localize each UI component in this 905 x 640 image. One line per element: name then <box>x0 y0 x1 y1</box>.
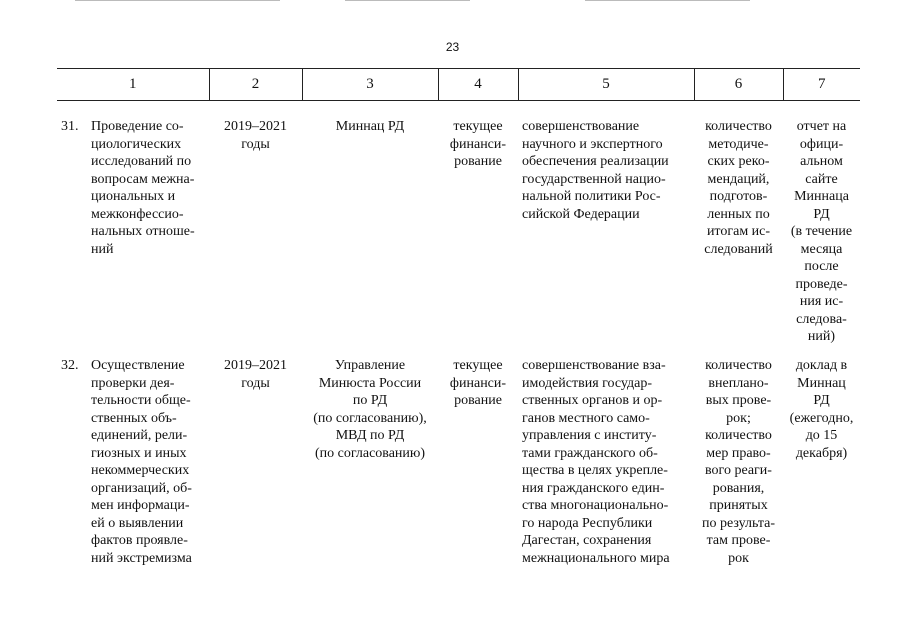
page-number: 23 <box>445 40 460 54</box>
indicator-cell: количество внеплано- вых прове- рок; количество мер право- вого реаги- рования, принятых по результа- там прове- рок <box>701 358 775 566</box>
event-cell <box>57 118 209 357</box>
column-number-row <box>57 69 860 101</box>
event-cell <box>57 357 209 567</box>
plan-table <box>57 68 860 567</box>
column-header-5: 5 <box>518 69 694 101</box>
event-name: Осуществление проверки дея- тельности обще- ственных объ- единений, рели- гиозных и иных некоммерческих организаций, об- мен информаци- ей о выявлении фактов проявле- ний экстремизма <box>91 358 192 566</box>
responsible-cell: Управление Минюста России по РД (по согласованию), МВД по РД (по согласованию) <box>313 358 427 461</box>
report-cell: отчет на офици- альном сайте Миннаца РД (в течение месяца после проведе- ния ис- следова- ний) <box>790 119 853 344</box>
scan-edge-line <box>345 0 470 1</box>
column-header-3: 3 <box>302 69 438 101</box>
table-row <box>57 118 860 357</box>
event-name: Проведение со- циологических исследований по вопросам межна- циональных и межконфессио- нальных отноше- ний <box>91 119 195 257</box>
scan-edge-line <box>75 0 280 1</box>
column-header-1: 1 <box>57 69 209 101</box>
funding-cell: текущее финанси- рование <box>449 358 507 408</box>
table-row <box>57 357 860 567</box>
funding-cell: текущее финанси- рование <box>449 119 507 169</box>
column-header-4: 4 <box>438 69 518 101</box>
scan-edge-line <box>585 0 750 1</box>
term-cell: 2019–2021 годы <box>224 358 287 391</box>
row-number: 32. <box>61 358 79 373</box>
indicator-cell: количество методиче- ских реко- мендаций, подготов- ленных по итогам ис- следований <box>704 119 773 257</box>
responsible-cell: Миннац РД <box>335 119 405 134</box>
column-header-2: 2 <box>209 69 302 101</box>
report-cell: доклад в Миннац РД (ежегодно, до 15 декабря) <box>789 358 854 461</box>
result-cell: совершенствование вза- имодействия государ- ственных органов и ор- ганов местного само- управления с институ- тами гражданского об- щества в целях укрепле- ния гражданского един- ства многонационально- го народа Республики Дагестан, сохранения межнационального мира <box>522 358 670 566</box>
column-header-6: 6 <box>694 69 783 101</box>
row-number: 31. <box>61 119 79 134</box>
column-header-7: 7 <box>783 69 860 101</box>
result-cell: совершенствование научного и экспертного обеспечения реализации государственной нацио- нальной политики Рос- сийской Федерации <box>522 119 669 222</box>
term-cell: 2019–2021 годы <box>224 119 287 152</box>
